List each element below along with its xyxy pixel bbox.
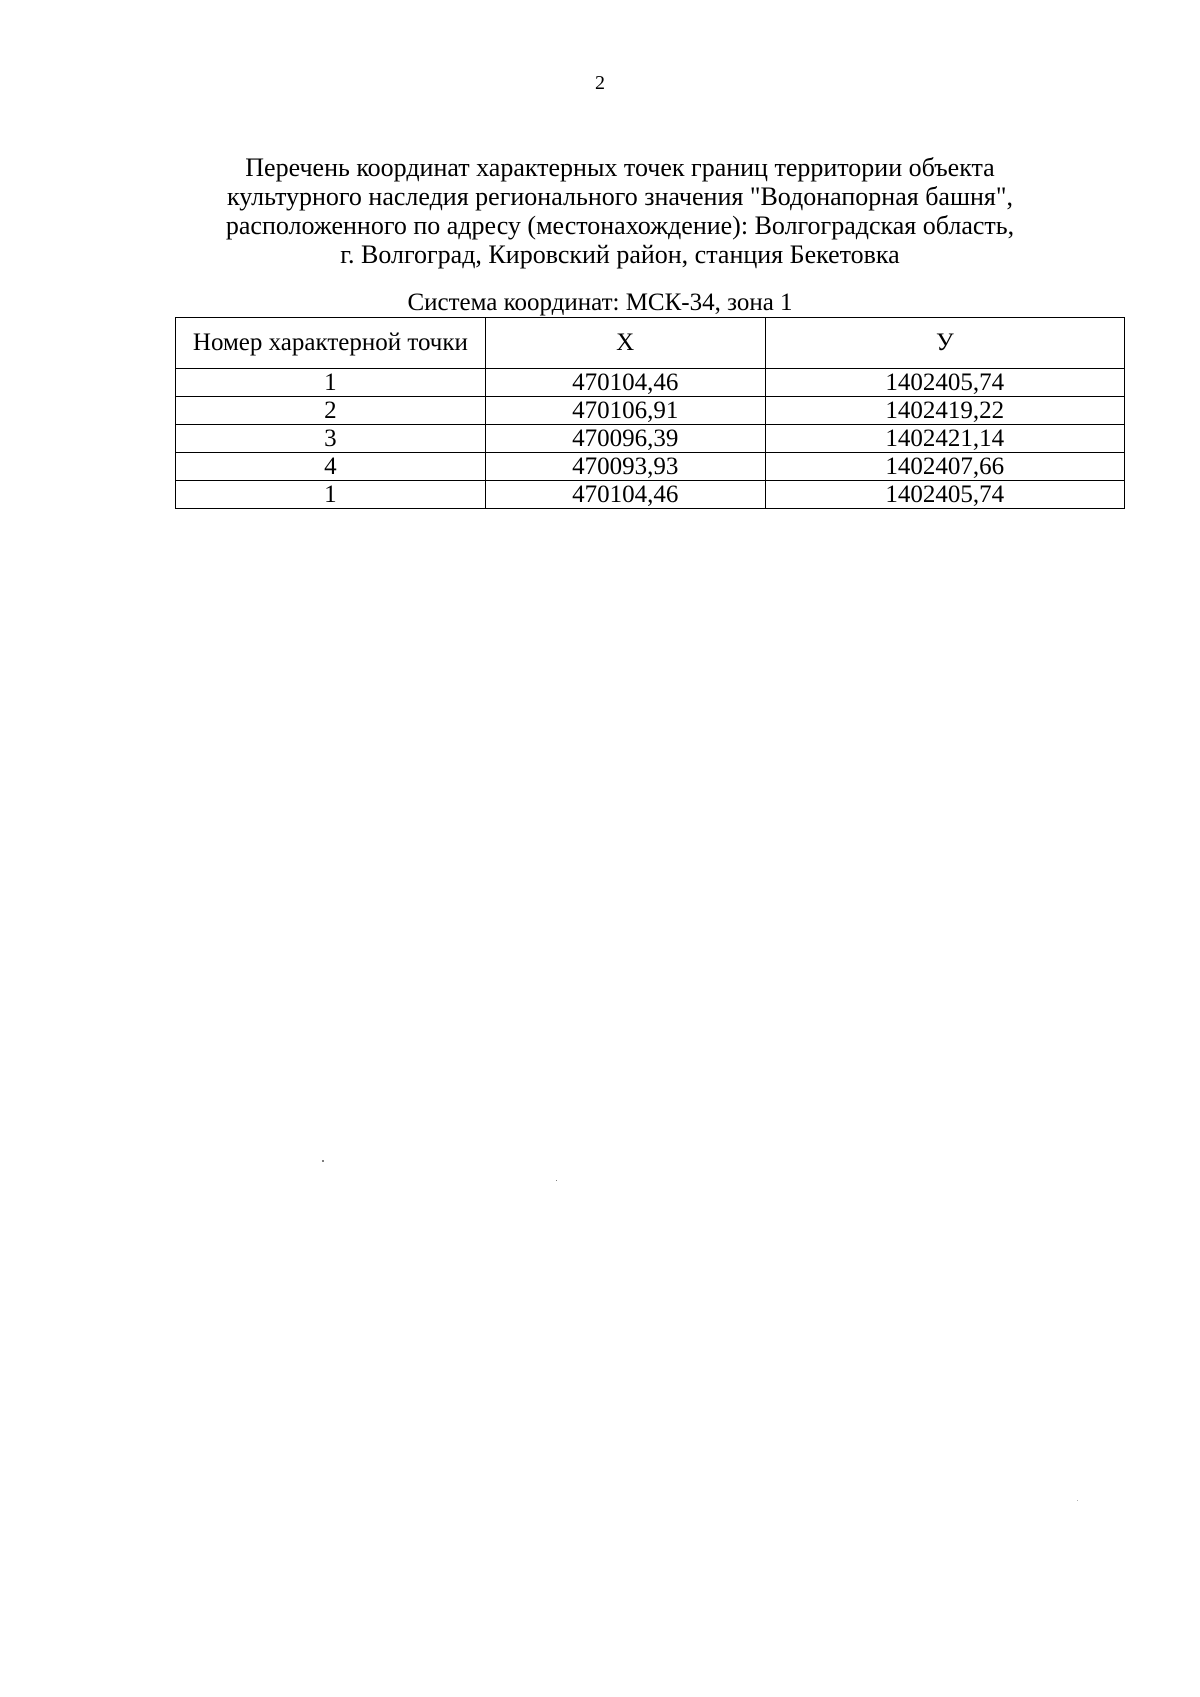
cell-x: 470104,46: [485, 481, 765, 509]
cell-point-number: 4: [176, 453, 486, 481]
cell-y: 1402421,14: [765, 425, 1124, 453]
title-line: Перечень координат характерных точек границ территории объекта: [245, 153, 995, 182]
title-line: г. Волгоград, Кировский район, станция Бекетовка: [340, 240, 900, 269]
page-number: 2: [595, 72, 605, 94]
scan-speck: [1077, 1500, 1078, 1501]
scan-speck: [322, 1160, 324, 1162]
scan-speck: [556, 1180, 557, 1181]
header-x: X: [485, 318, 765, 369]
table-row: [176, 453, 1125, 481]
cell-point-number: 1: [176, 481, 486, 509]
table-header-row: [176, 318, 1125, 369]
coordinates-table: [175, 317, 1125, 509]
table-row: [176, 425, 1125, 453]
cell-point-number: 3: [176, 425, 486, 453]
document-title: [170, 153, 1070, 269]
title-line: культурного наследия регионального значения "Водонапорная башня",: [227, 182, 1013, 211]
cell-y: 1402405,74: [765, 369, 1124, 397]
table-row: [176, 397, 1125, 425]
table-row: [176, 369, 1125, 397]
header-y: У: [765, 318, 1124, 369]
cell-point-number: 1: [176, 369, 486, 397]
title-line: расположенного по адресу (местонахождение): Волгоградская область,: [225, 211, 1015, 240]
cell-x: 470093,93: [485, 453, 765, 481]
header-point-number: Номер характерной точки: [176, 318, 486, 369]
cell-x: 470096,39: [485, 425, 765, 453]
cell-y: 1402419,22: [765, 397, 1124, 425]
table-row: [176, 481, 1125, 509]
cell-x: 470106,91: [485, 397, 765, 425]
cell-y: 1402405,74: [765, 481, 1124, 509]
cell-x: 470104,46: [485, 369, 765, 397]
coordinate-system-caption: Система координат: МСК-34, зона 1: [407, 289, 793, 316]
cell-point-number: 2: [176, 397, 486, 425]
cell-y: 1402407,66: [765, 453, 1124, 481]
